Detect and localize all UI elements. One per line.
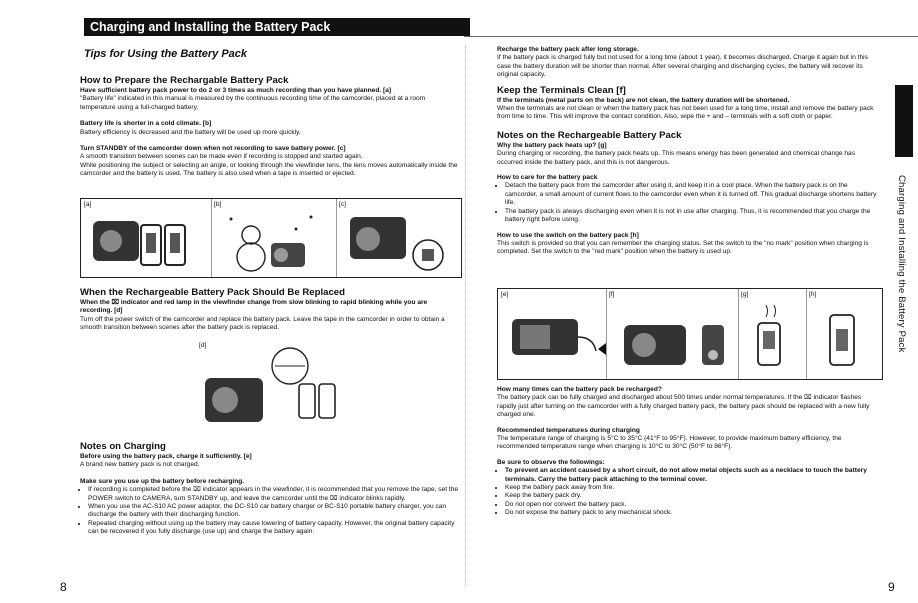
figure-g [738,289,807,379]
use-up-list [80,486,460,536]
figure-c-label: [c] [339,201,346,208]
left-column-replace [80,282,460,333]
camcorder-switch-illustration [336,199,461,277]
list-item: • To prevent an accident caused by a short circuit, do not allow metal objects such as a necklace to touch the battery terminals. Carry the battery pack attaching to the terminal cover. [505,467,881,484]
battery-heat-illustration [738,289,806,379]
list-item: • The battery pack is always discharging even when it is not in use after charging. Thus, it is recommended that you charge the battery right before using. [505,208,881,225]
prepare-bold: Have sufficient battery pack power to do 2 or 3 times as much recording than you have planned. [a] [80,87,392,94]
tips-heading: Tips for Using the Battery Pack [84,48,248,60]
prepare-heading: How to Prepare the Rechargable Battery Pack [80,75,289,86]
right-column-bottom [497,386,881,518]
camcorder-battery-illustration [81,199,211,277]
terminals-bold: If the terminals (metal parts on the back) are not clean, the battery duration will be shortened. [497,96,790,104]
figure-b-label: [b] [214,201,222,208]
figure-f [606,289,739,379]
side-tab-marker [895,85,913,157]
figure-h [806,289,882,379]
recharge-bold: Recharge the battery pack after long storage. [497,46,639,53]
temp-bold: Recommended temperatures during charging [497,426,640,434]
battery-switch-illustration [806,289,882,379]
side-title: Charging and Installing the Battery Pack [896,175,907,353]
times-bold: How many times can the battery pack be recharged? [497,386,662,393]
temp-text: The temperature range of charging is 5°C to 35°C (41°F to 95°F). However, to provide maximum battery efficiency, the recommended temperature range when charging is 10°C to 30°C (50°F to 86°F). [497,435,842,451]
list-item: • Repeated charging without using up the battery may cause lowering of battery capacity. However, the original battery capacity can be recovered if you fully discharge (use up) and charge the battery again. [88,520,460,537]
list-item: • When you use the AC-S10 AC power adaptor, the DC-S10 car battery charger or BC-S10 portable battery charger, you can discharge the battery with their discharging function. [88,503,460,520]
figure-d-label: [d] [199,342,207,349]
list-item: • If recording is completed before the ⌧ indicator appears in the viewfinder, it is recommended that you remove the tape, set the POWER switch to CAMERA, turn STANDBY up, and leave the camcorder until the ⌧ indicator blinks rapidly. [88,486,460,503]
terminals-heading: Keep the Terminals Clean [f] [497,84,626,96]
list-item: • Keep the battery pack dry. [505,492,881,500]
replace-text: Turn off the power switch of the camcorder and replace the battery pack. Leave the tape in the camcorder in order to obtain a smooth transition between scenes after the battery pack is replaced. [80,315,445,332]
cold-bold: Battery life is shorter in a cold climate. [b] [80,120,212,128]
header-rule [464,36,918,37]
care-bold: How to care for the battery pack [497,174,598,182]
right-column-top [497,46,881,257]
left-column-top [80,70,460,179]
standby-bold: Turn STANDBY of the camcorder down when not recording to save battery power. [c] [80,145,346,153]
list-item: • Do not open nor convert the battery pack. [505,501,881,509]
figure-d [195,340,345,430]
care-list [497,182,881,224]
figure-b [211,199,337,277]
standby-text-2: While positioning the subject or selecting an angle, or looking through the viewfinder lens, the lens moves automatically inside the camcorder and the battery is used. The battery is also used when a tape is inserted or ejected. [80,161,458,178]
figure-c [336,199,461,277]
terminals-text: When the terminals are not clean or when the battery pack has not been used for a long time, install and remove the battery pack from time to time. This will improve the contact condition. Also, wipe the + and – terminals with a soft cloth or paper. [497,105,874,121]
page-number-left: 8 [60,580,67,594]
charger-illustration [498,289,606,379]
list-item: • Do not expose the battery pack to any mechanical shock. [505,509,881,517]
use-up-bold: Make sure you use up the battery before recharging. [80,477,245,485]
list-item: • Detach the battery pack from the camcorder after using it, and keep it in a cool place. When the battery pack is on the camcorder, a small amount of current flows to the camcorder even when it is turned off. This gradual discharge shortens battery life. [505,182,881,207]
figure-row-efgh [497,288,883,380]
standby-text-1: A smooth transition between scenes can be made even if recording is stopped and started again. [80,153,363,161]
times-text: The battery pack can be fully charged and discharged about 500 times under normal temperatures. If the ⌧ indicator flashes rapidly just after turning on the camcorder with a fully charged battery pack, the battery pack should be replaced with a new fully charged one. [497,394,870,419]
figure-h-label: [h] [809,291,817,298]
heat-text: During charging or recording, the battery pack heats up. This means energy has been generated and chemical change has occurred inside the battery pack, and this is not dangerous. [497,150,855,166]
figure-a-label: [a] [84,201,92,208]
figure-a [81,199,212,277]
switch-text: This switch is provided so that you can remember the charging status. Set the switch to the "no mark" position when charging is completed. Set the switch to the "red mark" position when the battery is used up. [497,239,869,256]
heat-bold: Why the battery pack heats up? [g] [497,141,607,149]
notes-charging-text: A brand new battery pack is not charged. [80,461,200,469]
figure-e [498,289,607,379]
page-gutter [465,46,466,586]
recharge-text: If the battery pack is charged fully but not used for a long time (about 1 year), it becomes discharged. Charge it again but in this case the battery duration will be shorter than normal. After several charging and discharging cycles, the battery will recover its original capacity. [497,54,868,79]
list-item: • Keep the battery pack away from fire. [505,484,881,492]
cold-text: Battery efficiency is decreased and the battery will be used up more quickly. [80,128,301,136]
prepare-text: "Battery life" indicated in this manual is measured by the continuous recording time of the camcorder, placed at a room temperature using a full-charged battery. [80,95,426,111]
left-column-notes [80,436,460,537]
notes-rechargeable-heading: Notes on the Rechargeable Battery Pack [497,129,682,141]
page-number-right: 9 [888,580,895,594]
figure-e-label: [e] [501,291,509,298]
replace-heading: When the Rechargeable Battery Pack Should Be Replaced [80,287,345,298]
viewfinder-indicator-illustration [195,340,345,430]
section-banner: Charging and Installing the Battery Pack [84,18,470,36]
snowman-illustration [211,199,336,277]
switch-bold: How to use the switch on the battery pack [h] [497,231,639,239]
notes-charging-heading: Notes on Charging [80,441,166,452]
figure-g-label: [g] [741,291,749,298]
terminal-cleaning-illustration [606,289,738,379]
observe-list [497,467,881,517]
replace-bold: When the ⌧ indicator and red lamp in the viewfinder change from slow blinking to rapid blinking while you are recording. [d] [80,299,428,315]
figure-f-label: [f] [609,291,615,298]
notes-charging-bold: Before using the battery pack, charge it sufficiently. [e] [80,453,252,460]
figure-row-abc [80,198,462,278]
observe-bold: Be sure to observe the followings: [497,458,605,466]
